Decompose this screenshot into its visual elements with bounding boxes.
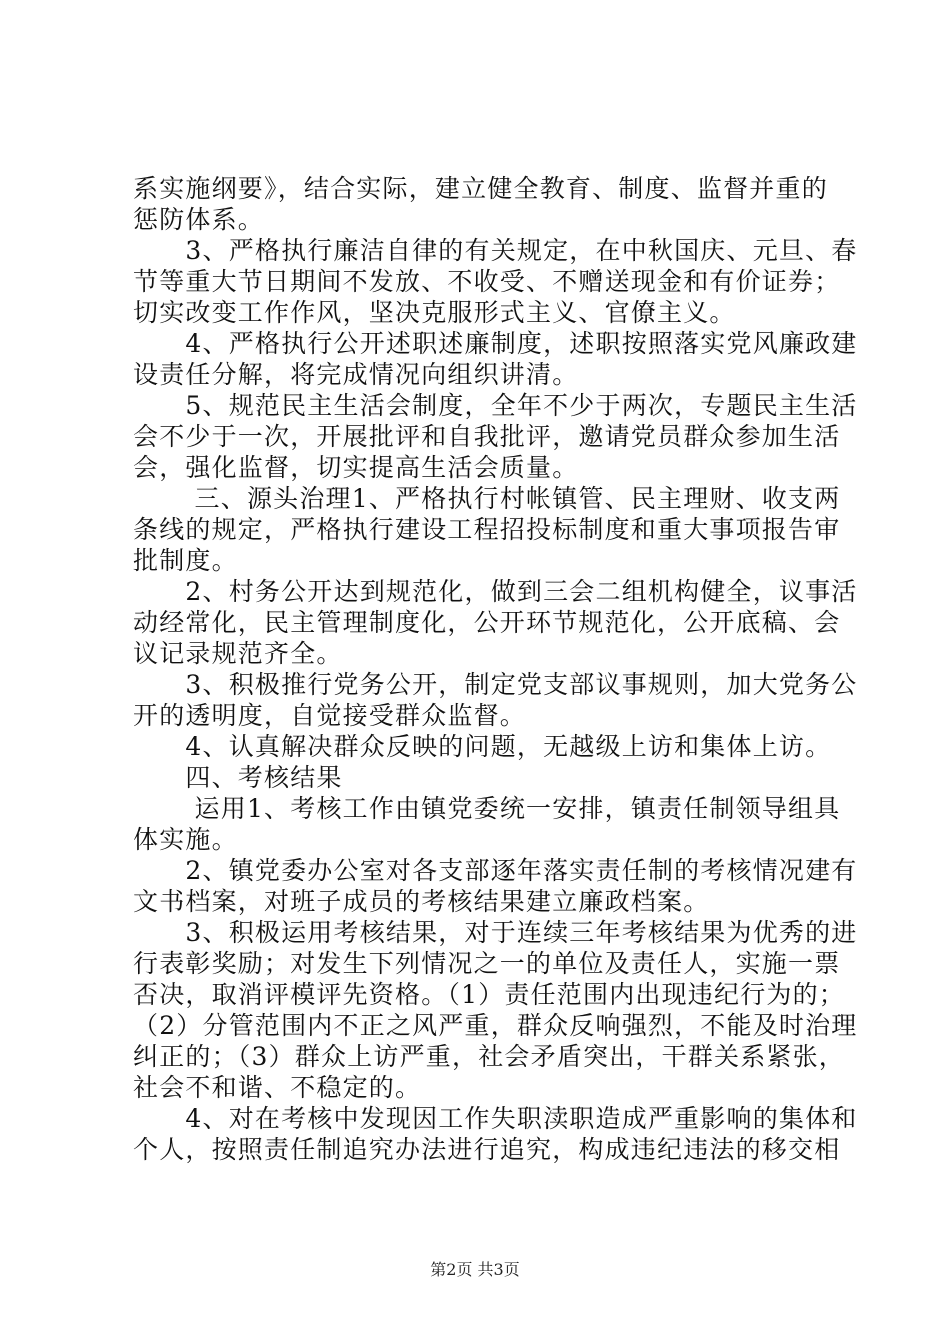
text-line: 动经常化，民主管理制度化，公开环节规范化，公开底稿、会 [133, 608, 841, 637]
text-line: 设责任分解，将完成情况向组织讲清。 [133, 360, 579, 389]
text-line: 文书档案，对班子成员的考核结果建立廉政档案。 [133, 887, 710, 916]
text-line: 3、积极运用考核结果，对于连续三年考核结果为优秀的进 [133, 918, 858, 947]
text-line: 会，强化监督，切实提高生活会质量。 [133, 453, 579, 482]
text-line: 个人，按照责任制追究办法进行追究，构成违纪违法的移交相 [133, 1135, 841, 1164]
text-line: 3、严格执行廉洁自律的有关规定，在中秋国庆、元旦、春 [133, 236, 858, 265]
text-line: 批制度。 [133, 546, 238, 575]
text-line: 纠正的；（3）群众上访严重，社会矛盾突出，干群关系紧张， [133, 1042, 846, 1071]
text-line: 系实施纲要》，结合实际，建立健全教育、制度、监督并重的 [133, 174, 828, 203]
text-line: 切实改变工作作风，坚决克服形式主义、官僚主义。 [133, 298, 736, 327]
text-line: 会不少于一次，开展批评和自我批评，邀请党员群众参加生活 [133, 422, 841, 451]
text-line: （2）分管范围内不正之风严重，群众反响强烈，不能及时治理 [133, 1011, 858, 1040]
text-line: 运用1、考核工作由镇党委统一安排，镇责任制领导组具 [133, 794, 841, 823]
text-line: 4、认真解决群众反映的问题，无越级上访和集体上访。 [133, 732, 832, 761]
text-line: 3、积极推行党务公开，制定党支部议事规则，加大党务公 [133, 670, 858, 699]
text-line: 2、镇党委办公室对各支部逐年落实责任制的考核情况建有 [133, 856, 858, 885]
text-line: 社会不和谐、不稳定的。 [133, 1073, 422, 1102]
text-line: 开的透明度，自觉接受群众监督。 [133, 701, 527, 730]
section-heading: 四、考核结果 [133, 763, 343, 792]
text-line: 节等重大节日期间不发放、不收受、不赠送现金和有价证券； [133, 267, 841, 296]
text-line: 5、规范民主生活会制度，全年不少于两次，专题民主生活 [133, 391, 858, 420]
text-line: 条线的规定，严格执行建设工程招投标制度和重大事项报告审 [133, 515, 841, 544]
text-line: 体实施。 [133, 825, 238, 854]
text-line: 议记录规范齐全。 [133, 639, 343, 668]
text-line: 惩防体系。 [133, 205, 265, 234]
text-line: 行表彰奖励；对发生下列情况之一的单位及责任人，实施一票 [133, 949, 841, 978]
text-line: 4、对在考核中发现因工作失职渎职造成严重影响的集体和 [133, 1104, 858, 1133]
text-line: 三、源头治理1、严格执行村帐镇管、民主理财、收支两 [133, 484, 841, 513]
page-number-footer: 第2页 共3页 [430, 1260, 520, 1279]
text-line: 4、严格执行公开述职述廉制度，述职按照落实党风廉政建 [133, 329, 858, 358]
text-line: 否决，取消评模评先资格。（1）责任范围内出现违纪行为的； [133, 980, 846, 1009]
text-line: 2、村务公开达到规范化，做到三会二组机构健全，议事活 [133, 577, 858, 606]
